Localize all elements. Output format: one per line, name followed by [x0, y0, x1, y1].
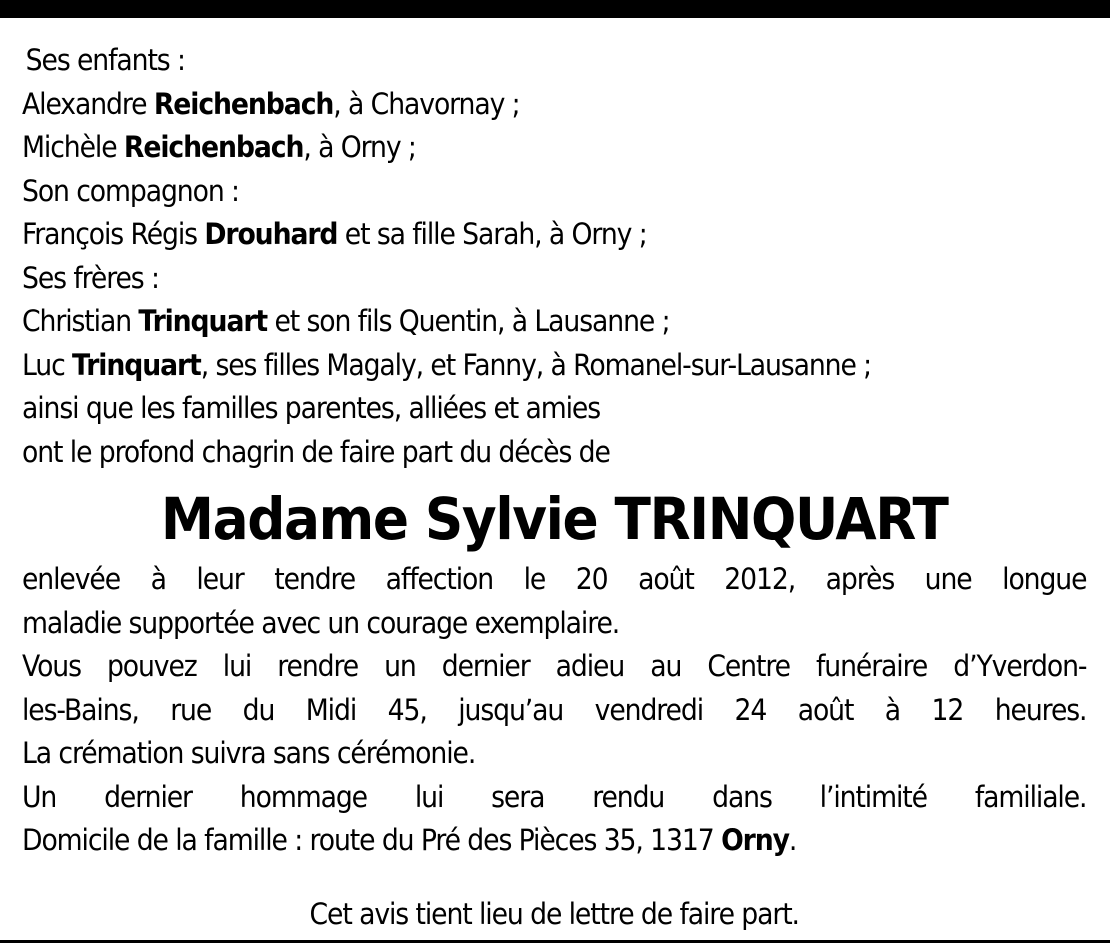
child-first-name: Alexandre [22, 86, 147, 121]
children-header: Ses enfants : [25, 43, 185, 77]
companion-header: Son compagnon : [22, 173, 239, 208]
companion-first-name: François Régis [22, 217, 197, 251]
footer-note: Cet avis tient lieu de lettre de faire part. [309, 896, 799, 931]
bottom-border [0, 940, 1110, 943]
families-line: ainsi que les familles parentes, alliées et amies [22, 391, 601, 425]
paragraph-line: Un dernier hommage lui sera rendu dans l’intimité familiale. [22, 779, 1087, 814]
child-last-name: Reichenbach [123, 130, 304, 164]
address-town: Orny [721, 823, 789, 857]
address-line [22, 819, 1086, 863]
brother-first-name: Luc [22, 347, 65, 382]
paragraph-line: les-Bains, rue du Midi 45, jusqu’au vendredi 24 août à 12 heures. [22, 692, 1087, 727]
top-border [0, 0, 1110, 18]
brother-last-name: Trinquart [72, 347, 201, 382]
brother-details: , ses filles Magaly, et Fanny, à Romanel-sur-Lausanne ; [200, 347, 872, 382]
paragraph-line: enlevée à leur tendre affection le 20 août 2012, après une longue [22, 562, 1087, 596]
child-last-name: Reichenbach [153, 86, 334, 121]
child-location: , à Chavornay ; [333, 86, 520, 121]
brother-details: et son fils Quentin, à Lausanne ; [274, 304, 670, 338]
brother-entry [22, 344, 1086, 388]
child-entry [22, 126, 1086, 170]
paragraph-line: La crémation suivra sans cérémonie. [22, 736, 476, 770]
address-text: Domicile de la famille : route du Pré des Pièces 35, 1317 [22, 823, 714, 857]
obituary-notice [22, 39, 1086, 936]
paragraph-line: maladie supportée avec un courage exemplaire. [22, 605, 620, 640]
deceased-name: Madame Sylvie TRINQUART [160, 485, 948, 553]
companion-entry [22, 213, 1086, 257]
child-location: , à Orny ; [303, 130, 416, 164]
brother-last-name: Trinquart [138, 304, 268, 338]
companion-last-name: Drouhard [204, 217, 338, 251]
brother-entry [22, 300, 1086, 344]
announcement-line: ont le profond chagrin de faire part du décès de [22, 434, 610, 469]
child-entry [22, 83, 1086, 127]
brothers-header: Ses frères : [22, 260, 159, 295]
address-end: . [788, 823, 797, 857]
brother-first-name: Christian [22, 304, 132, 338]
companion-details: et sa fille Sarah, à Orny ; [344, 217, 647, 251]
paragraph-line: Vous pouvez lui rendre un dernier adieu au Centre funéraire d’Yverdon- [22, 649, 1087, 683]
child-first-name: Michèle [22, 130, 117, 164]
